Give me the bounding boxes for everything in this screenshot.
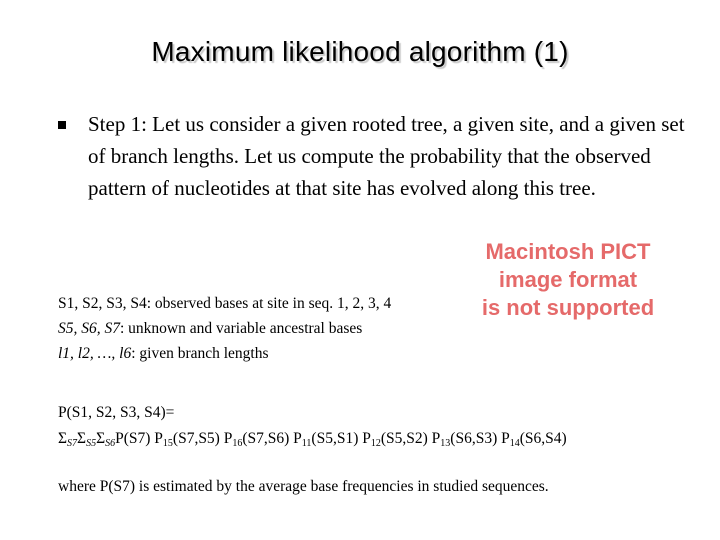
formula-rhs bbox=[58, 426, 708, 457]
branch-subscript: 12 bbox=[370, 438, 381, 449]
branch-subscript: 14 bbox=[509, 438, 520, 449]
sum-index-s6: S6 bbox=[105, 438, 116, 449]
placeholder-line-3: is not supported bbox=[481, 295, 655, 320]
formula-term: (S6,S3) P bbox=[450, 430, 510, 447]
sum-symbol: Σ bbox=[77, 430, 87, 447]
definition-ancestral bbox=[58, 316, 478, 341]
sum-index-s5: S5 bbox=[86, 438, 97, 449]
sum-symbol: Σ bbox=[58, 430, 68, 447]
formula-term: (S5,S2) P bbox=[380, 430, 441, 447]
definition-observed: S1, S2, S3, S4: observed bases at site in seq. 1, 2, 3, 4 bbox=[58, 295, 392, 312]
lengths-description: : given branch lengths bbox=[131, 345, 269, 362]
formula-term: (S7,S5) P bbox=[172, 430, 233, 447]
sum-symbol: Σ bbox=[96, 430, 106, 447]
formula-term: (S6,S4) bbox=[519, 430, 567, 447]
branch-subscript: 13 bbox=[440, 438, 451, 449]
formula-lhs: P(S1, S2, S3, S4)= bbox=[58, 404, 175, 421]
slide-title: Maximum likelihood algorithm (1) bbox=[151, 36, 569, 67]
sum-index-s7: S7 bbox=[67, 438, 78, 449]
formula-term: (S7,S6) P bbox=[242, 430, 302, 447]
definition-lengths bbox=[58, 341, 478, 366]
length-variables: l1, l2, …, l6 bbox=[58, 345, 132, 362]
definitions bbox=[58, 291, 478, 366]
branch-subscript: 11 bbox=[301, 438, 312, 449]
unsupported-image-placeholder bbox=[480, 238, 656, 322]
step-1-text: Step 1: Let us consider a given rooted tree, a given site, and a given set of branch lengths. Let us compute the probability that the observed pattern of nucleotides at that site has evolved along this tree. bbox=[88, 112, 685, 200]
formula-term: P(S7) P bbox=[115, 430, 163, 447]
branch-subscript: 16 bbox=[232, 438, 243, 449]
ancestral-description: : unknown and variable ancestral bases bbox=[120, 320, 363, 337]
ancestral-variables: S5, S6, S7 bbox=[58, 320, 120, 337]
frequency-note: where P(S7) is estimated by the average base frequencies in studied sequences. bbox=[58, 478, 549, 495]
formula-term: (S5,S1) P bbox=[311, 430, 371, 447]
placeholder-line-2: image format bbox=[498, 267, 638, 292]
square-bullet-icon bbox=[58, 121, 66, 129]
branch-subscript: 15 bbox=[162, 438, 173, 449]
placeholder-line-1: Macintosh PICT bbox=[485, 239, 651, 264]
likelihood-formula bbox=[58, 400, 708, 457]
